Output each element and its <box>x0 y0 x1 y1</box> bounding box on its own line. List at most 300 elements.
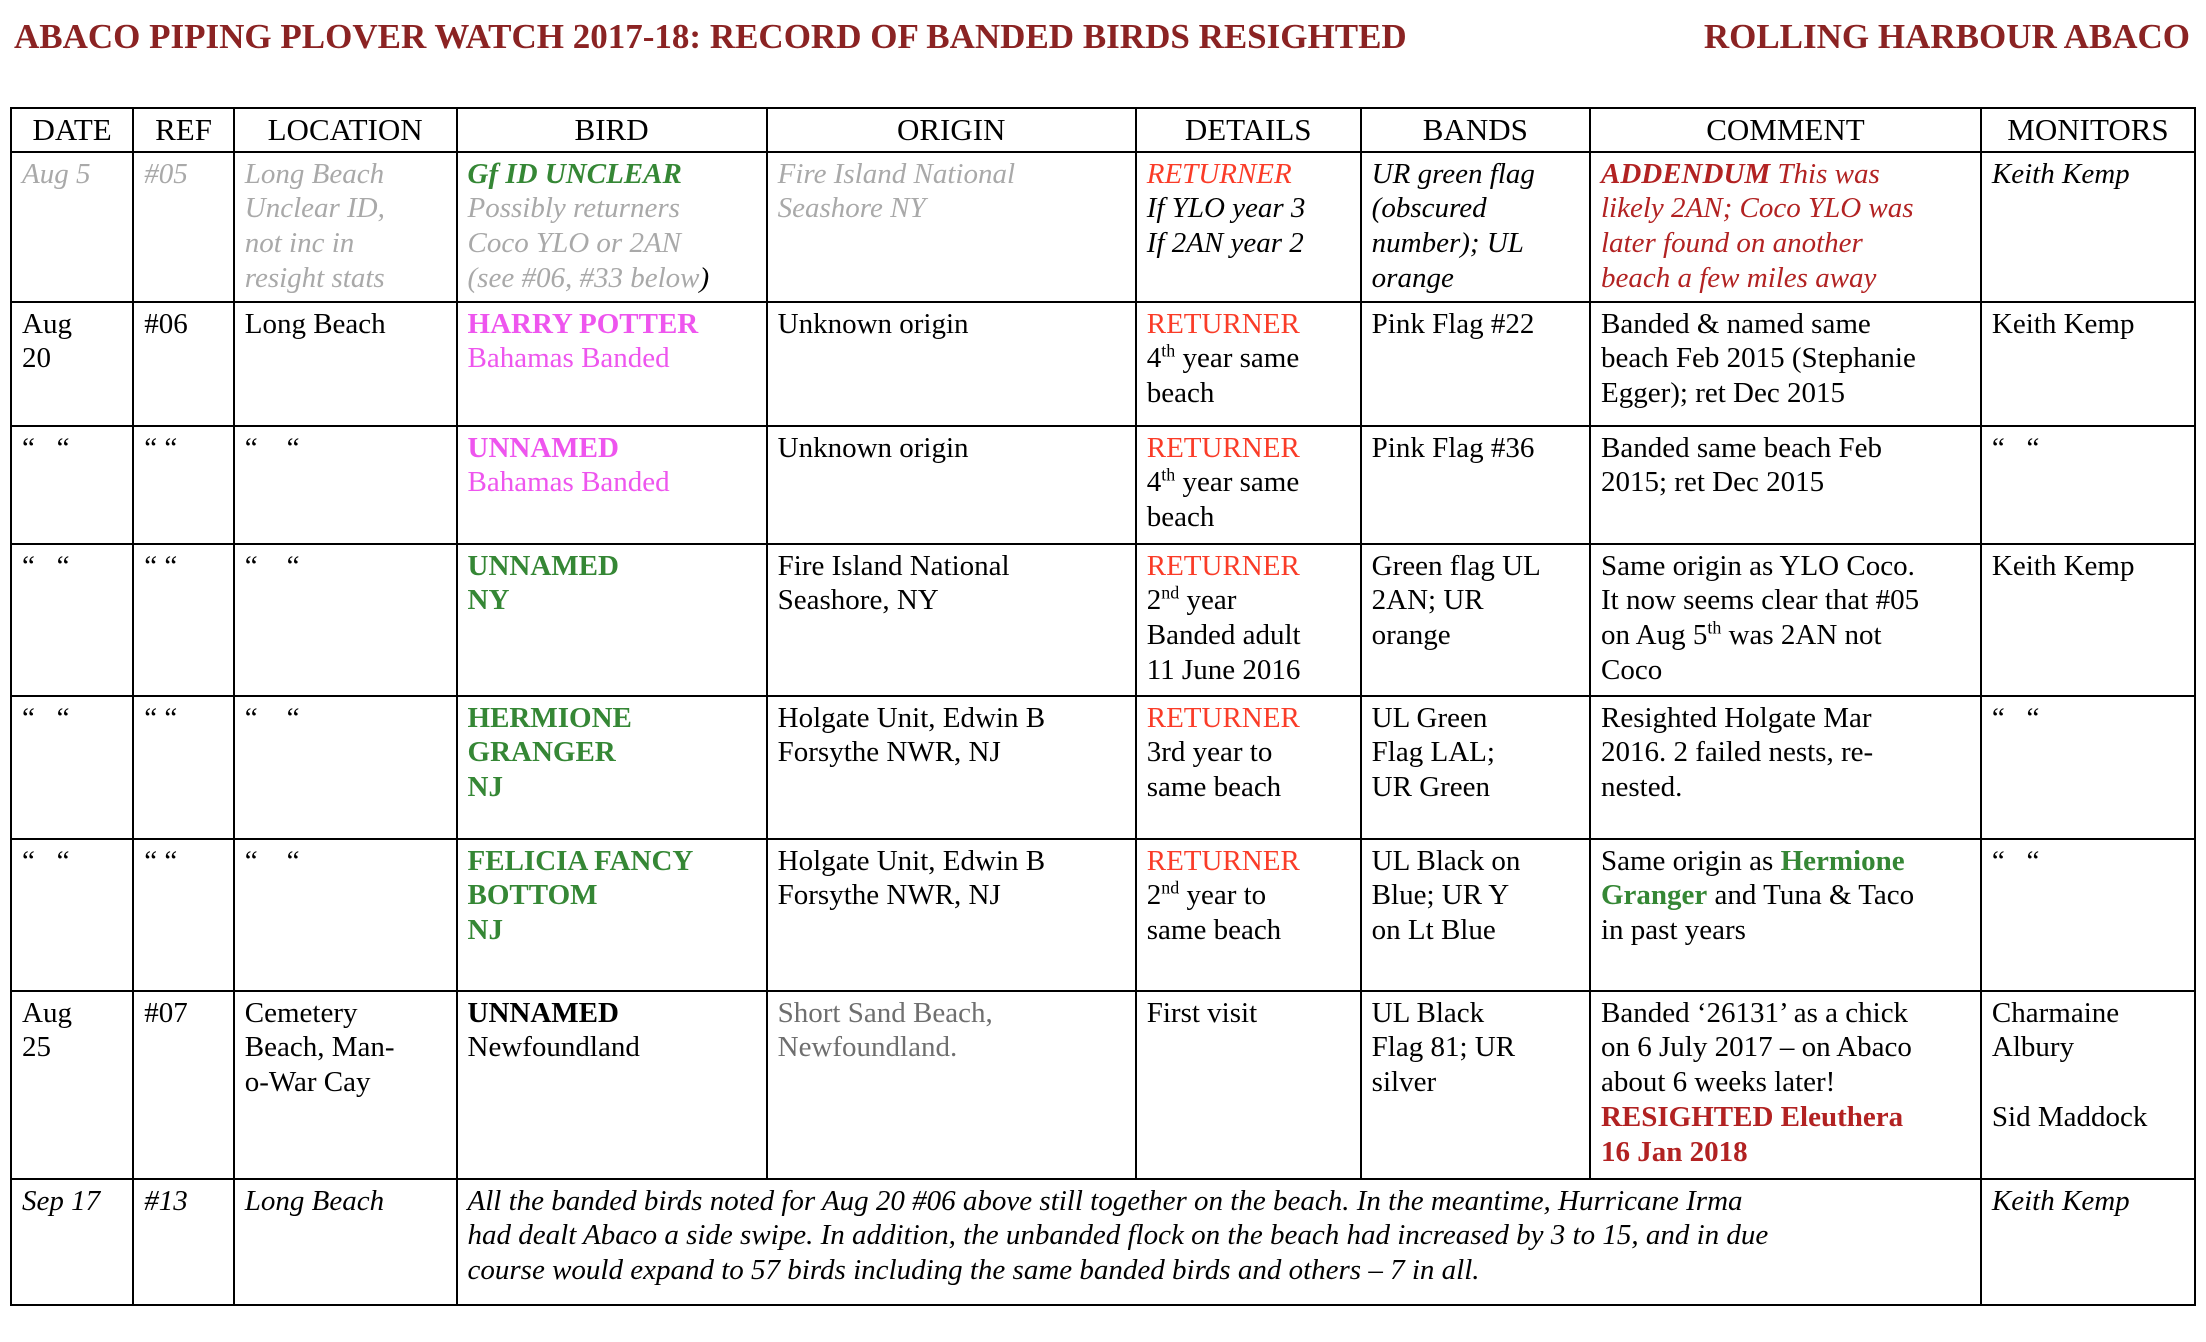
text-run: Banded adult <box>1146 619 1301 652</box>
header-row <box>11 108 2195 152</box>
text-line <box>1372 583 1579 618</box>
text-line <box>1147 878 1350 913</box>
text-run: First visit <box>1146 996 1258 1029</box>
text-run: “ “ <box>244 844 300 877</box>
text-line <box>22 844 122 879</box>
text-run: Flag 81; UR <box>1371 1031 1516 1064</box>
cell-comment <box>1590 544 1981 696</box>
text-line <box>1601 653 1970 688</box>
text-line <box>1372 878 1579 913</box>
text-line <box>1372 735 1579 770</box>
text-run: same beach <box>1146 914 1282 947</box>
text-line <box>778 157 1125 192</box>
cell-location <box>234 544 457 696</box>
cell-monitors <box>1981 426 2195 544</box>
cell-monitors <box>1981 696 2195 839</box>
text-run: ADDENDUM <box>1600 157 1778 190</box>
text-run: Sid Maddock <box>1991 1100 2148 1133</box>
text-line <box>1992 996 2184 1031</box>
text-line <box>1372 549 1579 584</box>
table-row <box>11 426 2195 544</box>
text-run: 3rd year to <box>1146 736 1273 769</box>
text-run: “ “ <box>22 549 70 582</box>
text-run: silver <box>1371 1066 1437 1099</box>
table-row <box>11 839 2195 991</box>
cell-location <box>234 152 457 302</box>
text-run: Charmaine <box>1991 996 2120 1029</box>
text-run: It now seems clear that #05 <box>1600 584 1920 617</box>
text-line <box>468 465 756 500</box>
text-run: 4 <box>1146 466 1162 499</box>
text-run: UNNAMED <box>467 431 619 464</box>
text-line <box>468 770 756 805</box>
text-line <box>1601 844 1970 879</box>
text-line <box>1601 770 1970 805</box>
text-run: Same origin as YLO Coco. <box>1600 549 1915 582</box>
text-line <box>1147 653 1350 688</box>
text-line <box>468 341 756 376</box>
text-line <box>778 878 1125 913</box>
cell-details <box>1136 152 1361 302</box>
cell-date <box>11 1179 133 1305</box>
cell-details <box>1136 426 1361 544</box>
text-line <box>778 191 1125 226</box>
text-run: “ “ <box>144 431 178 464</box>
text-run: resight stats <box>244 261 385 294</box>
text-run: beach <box>1146 501 1215 534</box>
text-run: 2015; ret Dec 2015 <box>1600 466 1825 499</box>
text-run: th <box>1161 464 1176 485</box>
text-run: th <box>1707 617 1722 638</box>
col-header-details: DETAILS <box>1136 108 1361 152</box>
text-line <box>1147 376 1350 411</box>
text-run: had dealt Abaco a side swipe. In addition, the unbanded flock on the beach had increased by 3 to 15, and in due <box>467 1219 1769 1252</box>
text-run: was 2AN not <box>1721 619 1882 652</box>
table-header <box>11 108 2195 152</box>
cell-comment <box>1590 426 1981 544</box>
text-run: (obscured <box>1371 192 1487 225</box>
text-run: Forsythe NWR, NJ <box>777 879 1001 912</box>
text-line <box>778 549 1125 584</box>
text-line <box>144 431 222 466</box>
cell-date <box>11 696 133 839</box>
text-line <box>1372 157 1579 192</box>
text-line <box>468 1218 1970 1253</box>
text-run: Sep 17 <box>22 1184 101 1217</box>
text-line <box>1601 701 1970 736</box>
text-line <box>144 307 222 342</box>
text-run: 2AN; UR <box>1371 584 1484 617</box>
cell-origin <box>767 544 1136 696</box>
text-run: beach a few miles away <box>1600 261 1877 294</box>
text-line <box>1601 1030 1970 1065</box>
text-line <box>1147 701 1350 736</box>
text-line <box>22 1030 122 1065</box>
text-line <box>1372 1065 1579 1100</box>
cell-bird <box>457 696 767 839</box>
text-line <box>245 307 446 342</box>
text-run: Long Beach <box>244 307 386 340</box>
table-row <box>11 991 2195 1179</box>
text-run: 2 <box>1146 879 1162 912</box>
cell-location <box>234 696 457 839</box>
text-line <box>1601 191 1970 226</box>
text-line <box>22 157 122 192</box>
text-line <box>1601 1100 1970 1135</box>
cell-date <box>11 152 133 302</box>
text-run: Bahamas Banded <box>467 466 670 499</box>
text-line <box>468 878 756 913</box>
text-run: This was <box>1777 157 1880 190</box>
text-run: “ “ <box>244 549 300 582</box>
text-line <box>1992 1030 2184 1065</box>
text-run: course would expand to 57 birds including the same banded birds and others – 7 in all. <box>467 1254 1480 1287</box>
text-run: Same origin as <box>1600 844 1781 877</box>
text-line <box>1147 157 1350 192</box>
text-run: “ “ <box>144 701 178 734</box>
text-line <box>1601 157 1970 192</box>
text-line <box>468 735 756 770</box>
text-line <box>1601 1135 1970 1170</box>
text-run: orange <box>1371 261 1454 294</box>
text-line <box>22 701 122 736</box>
title-bar <box>14 18 2190 57</box>
text-line <box>1601 549 1970 584</box>
text-line <box>1147 770 1350 805</box>
text-line <box>1372 1030 1579 1065</box>
text-run: HERMIONE <box>467 701 632 734</box>
text-run: “ “ <box>144 844 178 877</box>
text-run: “ “ <box>1991 701 2040 734</box>
text-run: and Tuna & Taco <box>1707 879 1915 912</box>
text-run: Unclear ID, <box>244 192 385 225</box>
brand-title: ROLLING HARBOUR ABACO <box>1703 17 2190 56</box>
text-run: 11 June 2016 <box>1146 653 1301 686</box>
text-line <box>468 583 756 618</box>
text-line <box>245 549 446 584</box>
text-line <box>1372 996 1579 1031</box>
text-line <box>1372 913 1579 948</box>
text-run: #05 <box>144 157 188 190</box>
text-run: orange <box>1371 619 1451 652</box>
text-run: year to <box>1179 879 1267 912</box>
text-line <box>1992 157 2184 192</box>
text-run: year same <box>1175 342 1300 375</box>
text-line <box>1601 996 1970 1031</box>
text-line <box>1601 226 1970 261</box>
text-run: Pink Flag #22 <box>1371 307 1535 340</box>
table-body <box>11 152 2195 1305</box>
text-line <box>1992 307 2184 342</box>
text-run: th <box>1161 340 1176 361</box>
text-run: GRANGER <box>467 736 616 769</box>
text-line <box>245 191 446 226</box>
cell-monitors <box>1981 991 2195 1179</box>
text-run: “ “ <box>22 431 70 464</box>
text-line <box>1601 735 1970 770</box>
text-run: “ “ <box>244 701 300 734</box>
text-line <box>22 431 122 466</box>
text-run: Banded same beach Feb <box>1600 431 1883 464</box>
cell-origin <box>767 991 1136 1179</box>
cell-bird <box>457 426 767 544</box>
cell-ref <box>133 991 233 1179</box>
text-line <box>468 1030 756 1065</box>
text-run: Flag LAL; <box>1371 736 1495 769</box>
text-line <box>1601 465 1970 500</box>
text-run: nested. <box>1600 771 1683 804</box>
text-run: Keith Kemp <box>1991 549 2135 582</box>
page-title: ABACO PIPING PLOVER WATCH 2017-18: RECORD OF BANDED BIRDS RESIGHTED <box>14 17 1407 56</box>
text-line <box>1147 341 1350 376</box>
text-line <box>1601 341 1970 376</box>
text-line <box>468 431 756 466</box>
text-line <box>1601 261 1970 296</box>
cell-comment <box>1590 839 1981 991</box>
text-run: Keith Kemp <box>1991 307 2135 340</box>
text-run: Bahamas Banded <box>467 342 670 375</box>
cell-bands <box>1361 544 1590 696</box>
text-run: UR green flag <box>1371 157 1535 190</box>
text-line <box>1992 844 2184 879</box>
text-line <box>1147 500 1350 535</box>
text-line <box>778 1030 1125 1065</box>
text-run: Granger <box>1600 879 1708 912</box>
text-run: likely 2AN; Coco YLO was <box>1600 192 1914 225</box>
text-run: number); UL <box>1371 227 1524 260</box>
text-run: Beach, Man- <box>244 1031 395 1064</box>
text-line <box>245 431 446 466</box>
col-header-bird: BIRD <box>457 108 767 152</box>
cell-details <box>1136 696 1361 839</box>
text-run: If 2AN year 2 <box>1146 227 1304 260</box>
text-line <box>1372 701 1579 736</box>
cell-location <box>234 991 457 1179</box>
text-line <box>22 1184 122 1219</box>
text-line <box>144 701 222 736</box>
col-header-date: DATE <box>11 108 133 152</box>
cell-date <box>11 426 133 544</box>
document-page <box>10 18 2196 1306</box>
text-line <box>468 701 756 736</box>
text-run: RESIGHTED Eleuthera <box>1600 1100 1904 1133</box>
text-line <box>778 735 1125 770</box>
cell-ref <box>133 544 233 696</box>
text-run: Holgate Unit, Edwin B <box>777 844 1046 877</box>
text-run: 20 <box>22 342 51 375</box>
cell-bands <box>1361 991 1590 1179</box>
cell-ref <box>133 302 233 426</box>
text-run: year <box>1179 584 1237 617</box>
text-line <box>245 261 446 296</box>
text-line <box>468 307 756 342</box>
text-line <box>144 1184 222 1219</box>
text-line <box>1372 770 1579 805</box>
text-run: “ “ <box>1991 844 2040 877</box>
text-line <box>1372 618 1579 653</box>
text-line <box>778 701 1125 736</box>
text-line <box>1601 913 1970 948</box>
text-line <box>468 261 756 296</box>
cell-comment <box>1590 991 1981 1179</box>
text-line <box>1372 431 1579 466</box>
text-run: Newfoundland. <box>777 1031 958 1064</box>
text-line <box>778 307 1125 342</box>
table-row <box>11 696 2195 839</box>
text-run: “ “ <box>22 844 70 877</box>
text-line <box>1372 191 1579 226</box>
text-line <box>245 1030 446 1065</box>
table-row <box>11 152 2195 302</box>
text-line <box>1147 996 1350 1031</box>
col-header-ref: REF <box>133 108 233 152</box>
cell-note <box>457 1179 1981 1305</box>
text-run: NJ <box>467 771 503 804</box>
text-run: beach Feb 2015 (Stephanie <box>1600 342 1916 375</box>
text-run: 4 <box>1146 342 1162 375</box>
text-run: on 6 July 2017 – on Abaco <box>1600 1031 1912 1064</box>
cell-monitors <box>1981 544 2195 696</box>
text-line <box>245 701 446 736</box>
text-run: not inc in <box>244 227 355 260</box>
text-run: Green flag UL <box>1371 549 1541 582</box>
text-line <box>144 157 222 192</box>
text-run: Holgate Unit, Edwin B <box>777 701 1046 734</box>
cell-location <box>234 426 457 544</box>
text-run: Newfoundland <box>467 1031 640 1064</box>
text-run: FELICIA FANCY <box>467 844 694 877</box>
text-run: o-War Cay <box>244 1066 371 1099</box>
cell-bird <box>457 544 767 696</box>
cell-date <box>11 991 133 1179</box>
text-run: Aug 5 <box>22 157 91 190</box>
text-run: HARRY POTTER <box>467 307 699 340</box>
text-run: All the banded birds noted for Aug 20 #06 above still together on the beach. In the meantime, Hurricane Irma <box>467 1184 1743 1217</box>
text-run: #13 <box>144 1184 188 1217</box>
col-header-comment: COMMENT <box>1590 108 1981 152</box>
text-run: BOTTOM <box>467 879 598 912</box>
text-run: nd <box>1161 877 1180 898</box>
text-run: Egger); ret Dec 2015 <box>1600 377 1845 410</box>
text-run: Coco <box>1600 653 1663 686</box>
text-run: on Aug 5 <box>1600 619 1708 652</box>
text-line <box>1372 226 1579 261</box>
text-run: #06 <box>144 307 188 340</box>
text-run: Hermione <box>1780 844 1905 877</box>
cell-ref <box>133 1179 233 1305</box>
text-line <box>1147 307 1350 342</box>
text-line <box>22 549 122 584</box>
cell-bird <box>457 991 767 1179</box>
text-run: 16 Jan 2018 <box>1600 1135 1748 1168</box>
text-line <box>1601 1065 1970 1100</box>
text-line <box>245 1065 446 1100</box>
text-line <box>245 996 446 1031</box>
cell-bands <box>1361 696 1590 839</box>
text-run: UL Green <box>1371 701 1488 734</box>
text-run: Coco YLO or 2AN <box>467 227 682 260</box>
text-run: NJ <box>467 914 503 947</box>
cell-monitors <box>1981 839 2195 991</box>
cell-location <box>234 839 457 991</box>
cell-bands <box>1361 302 1590 426</box>
cell-monitors <box>1981 1179 2195 1305</box>
text-line <box>1147 844 1350 879</box>
cell-comment <box>1590 696 1981 839</box>
cell-origin <box>767 696 1136 839</box>
text-run: Seashore, NY <box>777 584 939 617</box>
text-run: year same <box>1175 466 1300 499</box>
text-line <box>22 996 122 1031</box>
text-line <box>245 226 446 261</box>
cell-origin <box>767 302 1136 426</box>
text-line <box>1372 261 1579 296</box>
text-run: UR Green <box>1371 771 1491 804</box>
cell-monitors <box>1981 302 2195 426</box>
cell-ref <box>133 839 233 991</box>
text-run: UNNAMED <box>467 549 619 582</box>
col-header-location: LOCATION <box>234 108 457 152</box>
text-line <box>778 844 1125 879</box>
text-run: Resighted Holgate Mar <box>1600 701 1872 734</box>
cell-origin <box>767 426 1136 544</box>
text-line <box>1601 431 1970 466</box>
cell-details <box>1136 839 1361 991</box>
text-line <box>1147 191 1350 226</box>
text-run: NY <box>467 584 510 617</box>
text-run: “ “ <box>144 549 178 582</box>
text-run: Albury <box>1991 1031 2075 1064</box>
cell-ref <box>133 696 233 839</box>
text-run: 2016. 2 failed nests, re- <box>1600 736 1874 769</box>
text-line <box>468 844 756 879</box>
text-run: UNNAMED <box>467 996 619 1029</box>
text-run: Aug <box>22 996 72 1029</box>
text-line <box>22 307 122 342</box>
cell-location <box>234 302 457 426</box>
cell-bird <box>457 839 767 991</box>
table-row <box>11 544 2195 696</box>
text-run: Fire Island National <box>777 549 1010 582</box>
text-line <box>468 913 756 948</box>
cell-date <box>11 544 133 696</box>
text-line <box>245 844 446 879</box>
text-run: RETURNER <box>1146 549 1300 582</box>
text-line <box>1992 431 2184 466</box>
cell-date <box>11 839 133 991</box>
text-run: UL Black on <box>1371 844 1521 877</box>
text-run: Blue; UR Y <box>1371 879 1510 912</box>
text-line <box>1147 583 1350 618</box>
col-header-monitors: MONITORS <box>1981 108 2195 152</box>
cell-bands <box>1361 152 1590 302</box>
text-line <box>778 431 1125 466</box>
text-line <box>1601 583 1970 618</box>
text-run: Seashore NY <box>777 192 926 225</box>
text-run: Possibly returners <box>467 192 680 225</box>
cell-details <box>1136 302 1361 426</box>
resight-table <box>10 107 2196 1306</box>
text-run: about 6 weeks later! <box>1600 1066 1836 1099</box>
cell-ref <box>133 152 233 302</box>
text-run: Banded & named same <box>1600 307 1871 340</box>
cell-bird <box>457 302 767 426</box>
text-run: UL Black <box>1371 996 1485 1029</box>
text-run: Unknown origin <box>777 307 969 340</box>
text-line <box>468 226 756 261</box>
cell-origin <box>767 839 1136 991</box>
text-line <box>1992 701 2184 736</box>
